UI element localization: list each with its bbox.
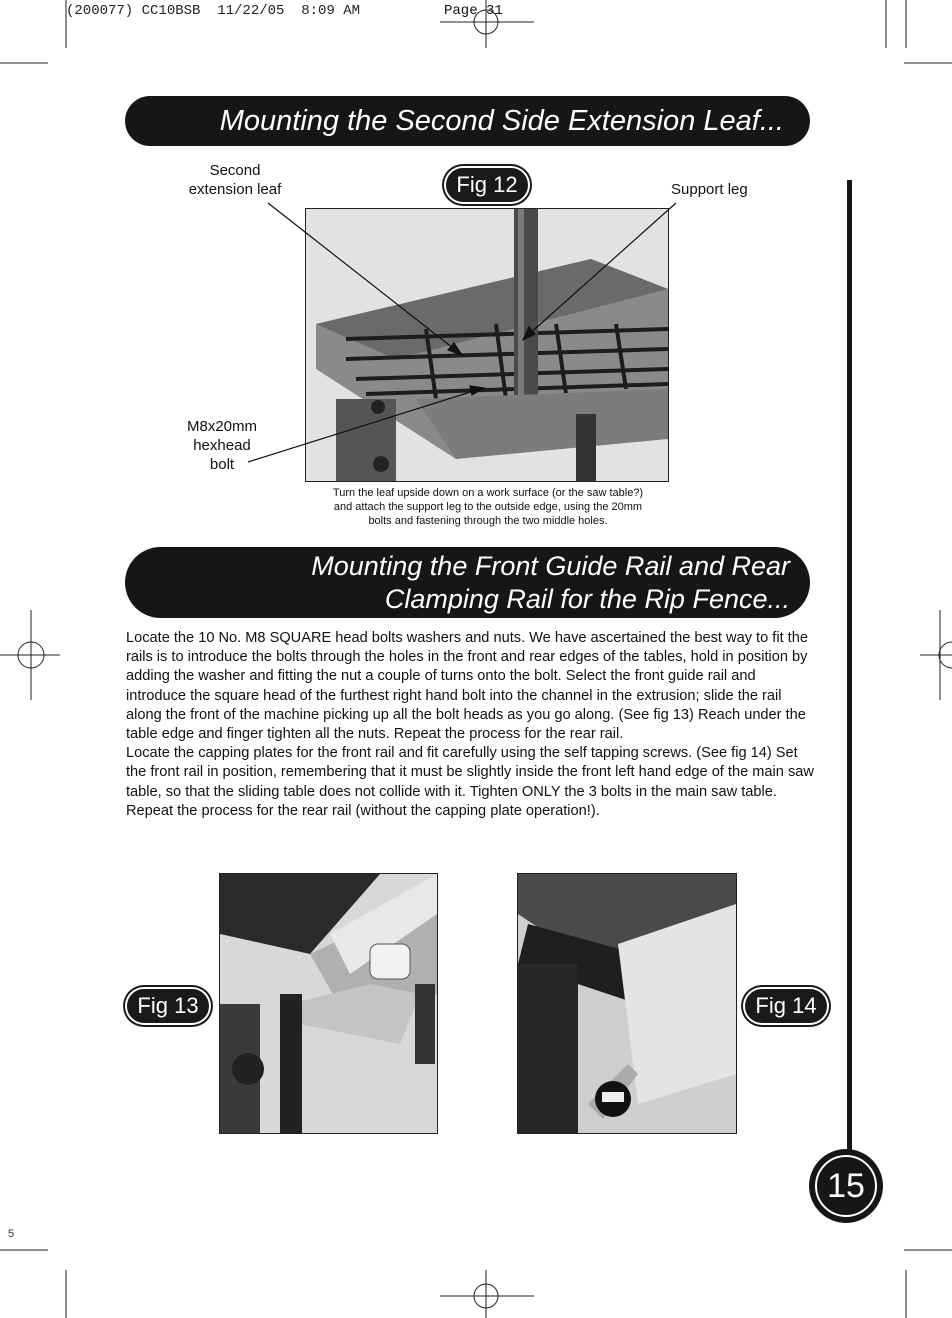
section1-title: Mounting the Second Side Extension Leaf... xyxy=(125,96,810,146)
fig13-photo xyxy=(219,873,438,1134)
caption-line3: bolts and fastening through the two middle holes. xyxy=(368,515,608,527)
fig13-badge: Fig 13 xyxy=(127,989,209,1023)
section2-title-line1: Mounting the Front Guide Rail and Rear xyxy=(311,551,790,581)
capping-plate-fitting-illustration xyxy=(518,874,736,1133)
section2-title xyxy=(125,547,810,618)
instructions-body xyxy=(126,629,816,821)
caption-line1: Turn the leaf upside down on a work surface (or the saw table?) xyxy=(332,487,644,499)
fig14-photo xyxy=(517,873,737,1134)
print-slug: (200077) CC10BSB 11/22/05 8:09 AM xyxy=(66,3,361,19)
label-m8-hexhead-bolt xyxy=(168,417,276,474)
label-leaf-line2: extension leaf xyxy=(188,181,282,198)
print-slug-page: Page 31 xyxy=(444,3,503,19)
fig12-caption xyxy=(300,486,676,528)
label-support-leg: Support leg xyxy=(671,181,748,198)
corner-mark: 5 xyxy=(8,1228,15,1240)
side-rule xyxy=(847,180,852,1155)
page-number-badge xyxy=(809,1149,883,1223)
front-rail-fitting-illustration xyxy=(220,874,437,1133)
label-bolt-line1: M8x20mm xyxy=(186,418,257,435)
section2-title-line2: Clamping Rail for the Rip Fence... xyxy=(384,584,790,614)
instructions-paragraph-1: Locate the 10 No. M8 SQUARE head bolts washers and nuts. We have ascertained the best way to fit the rails is to introduce the bolts through the holes in the front and rear edges of the tables, hold in position by adding the washer and fitting the nut a couple of turns onto the bolt. Select the front guide rail and introduce the square head of the furthest right hand bolt into the channel in the extrusion; slide the rail along the front of the machine picking up all the bolt heads as you go along. (See fig 13) Reach under the table edge and finger tighten all the nuts. Repeat the process for the rear rail. xyxy=(126,630,808,743)
page-number: 15 xyxy=(815,1155,877,1217)
caption-line2: and attach the support leg to the outside edge, using the 20mm xyxy=(333,501,643,513)
fig12-leader-lines xyxy=(0,0,952,560)
label-leaf-line1: Second xyxy=(209,162,261,179)
instructions-paragraph-2: Locate the capping plates for the front rail and fit carefully using the self tapping screws. (See fig 14) Set the front rail in position, remembering that it must be slightly inside the front left hand edge of the main saw table, so that the sliding table does not collide with it. Tighten ONLY the 3 bolts in the main saw table. Repeat the process for the rear rail (without the capping plate operation!). xyxy=(126,745,814,819)
fig14-badge: Fig 14 xyxy=(745,989,827,1023)
label-bolt-line3: bolt xyxy=(209,456,235,473)
label-bolt-line2: hexhead xyxy=(193,437,251,454)
fig12-badge: Fig 12 xyxy=(446,168,528,202)
